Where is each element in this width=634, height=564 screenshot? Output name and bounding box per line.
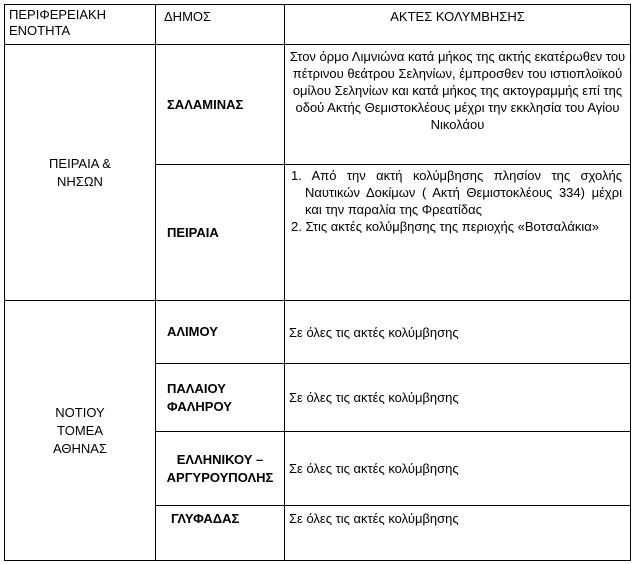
beaches-cell: Σε όλες τις ακτές κολύμβησης [285, 432, 631, 506]
list-item: 2. Στις ακτές κολύμβησης της περιοχής «Βοτσαλάκια» [291, 219, 600, 234]
municipality-cell: ΕΛΛΗΝΙΚΟΥ – ΑΡΓΥΡΟΥΠΟΛΗΣ [156, 432, 285, 506]
municipality-cell: ΓΛΥΦΑΔΑΣ [156, 506, 285, 561]
list-item: 1. Από την ακτή κολύμβησης πλησίον της σχολής Ναυτικών Δοκίμων ( Ακτή Θεμιστοκλέους 334) μέχρι και την παραλία της Φρεατίδας [291, 168, 622, 217]
municipality-cell: ΑΛΙΜΟΥ [156, 301, 285, 364]
municipality-cell: ΠΕΙΡΑΙΑ [156, 165, 285, 301]
beaches-cell: Σε όλες τις ακτές κολύμβησης [285, 301, 631, 364]
table-row [5, 301, 631, 364]
beaches-table [4, 4, 631, 561]
header-row [5, 5, 631, 45]
municipality-cell: ΣΑΛΑΜΙΝΑΣ [156, 45, 285, 165]
header-region: ΠΕΡΙΦΕΡΕΙΑΚΗ ΕΝΟΤΗΤΑ [5, 5, 156, 45]
beaches-cell [285, 165, 631, 301]
municipality-cell: ΠΑΛΑΙΟΥ ΦΑΛΗΡΟΥ [156, 364, 285, 432]
beaches-cell: Στον όρμο Λιμνιώνα κατά μήκος της ακτής εκατέρωθεν του πέτρινου θεάτρου Σεληνίων, έμπροσθεν του ιστιοπλοϊκού ομίλου Σεληνίων και κατά μήκος της ακτογραμμής επί της οδού Ακτής Θεμιστοκλέους μέχρι την εκκλησία του Αγίου Νικολάου [285, 45, 631, 165]
table-row [5, 45, 631, 165]
beaches-cell: Σε όλες τις ακτές κολύμβησης [285, 506, 631, 561]
region-cell: ΠΕΙΡΑΙΑ & ΝΗΣΩΝ [5, 45, 156, 301]
header-beaches: ΑΚΤΕΣ ΚΟΛΥΜΒΗΣΗΣ [285, 5, 631, 45]
region-cell: ΝΟΤΙΟΥ ΤΟΜΕΑ ΑΘΗΝΑΣ [5, 301, 156, 561]
header-municipality: ΔΗΜΟΣ [156, 5, 285, 45]
beaches-cell: Σε όλες τις ακτές κολύμβησης [285, 364, 631, 432]
